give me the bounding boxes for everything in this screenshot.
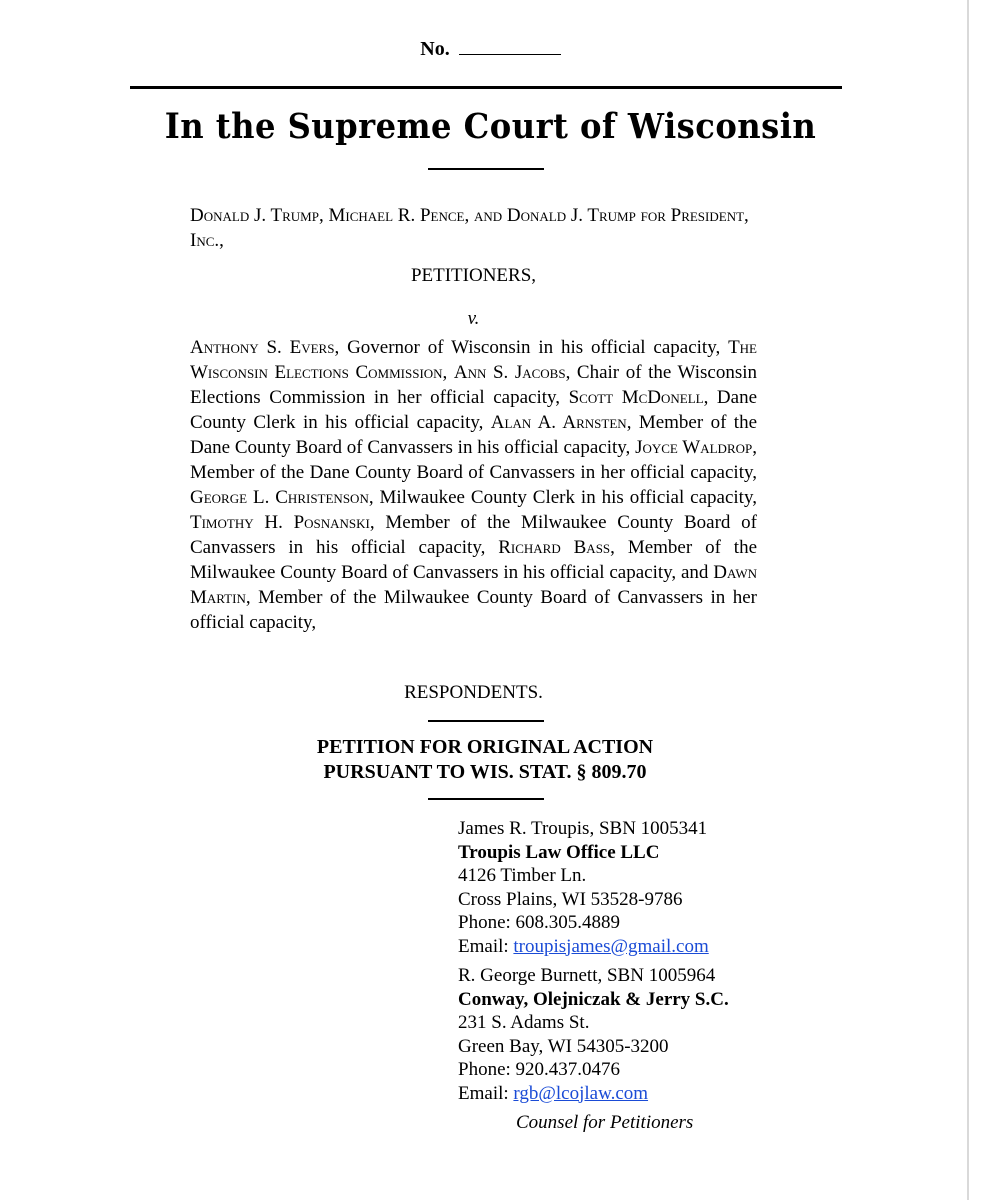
- respondent-name: Ann S. Jacobs: [453, 362, 566, 383]
- respondent-name: The Wisconsin Elections Commission: [190, 337, 757, 383]
- respondent-desc: , Member of the Milwaukee County Board of Canvassers in his official capacity, and: [190, 537, 758, 583]
- title-rule: [428, 168, 544, 170]
- respondent-name: George L. Christenson: [190, 487, 369, 508]
- court-title: In the Supreme Court of Wisconsin: [164, 106, 817, 147]
- respondent-name: Anthony S. Evers: [190, 337, 335, 358]
- petition-title: [190, 735, 780, 785]
- respondent-desc: , Dane County Clerk in his official capacity,: [190, 387, 758, 433]
- respondent-name: Timothy H. Posnanski: [190, 512, 370, 533]
- respondents-rule: [428, 720, 544, 722]
- email-label: Email:: [458, 935, 514, 957]
- docket-blank: [459, 36, 561, 55]
- docket-number: [0, 36, 981, 61]
- petition-rule: [428, 798, 544, 800]
- city-address: Cross Plains, WI 53528-9786: [458, 888, 683, 910]
- versus: v.: [467, 308, 480, 329]
- respondent-name: Dawn Martin: [190, 562, 757, 608]
- petition-title-line1: PETITION FOR ORIGINAL ACTION: [316, 736, 654, 758]
- respondent-desc: , Chair of the Wisconsin Elections Commission in her official capacity,: [190, 362, 758, 408]
- attorney-name: James R. Troupis, SBN 1005341: [458, 818, 708, 839]
- email-label: Email:: [458, 1082, 514, 1104]
- docket-label: No.: [420, 38, 450, 60]
- city-address: Green Bay, WI 54305-3200: [458, 1035, 669, 1057]
- top-rule: [130, 86, 842, 89]
- firm-name: Troupis Law Office LLC: [458, 841, 660, 863]
- email-line: [458, 935, 788, 959]
- respondent-name: Alan A. Arnsten: [490, 412, 627, 433]
- petitioners-label: PETITIONERS,: [410, 265, 537, 286]
- respondent-name: Scott McDonell: [568, 387, 704, 408]
- attorney-name: R. George Burnett, SBN 1005964: [458, 965, 716, 986]
- respondent-desc: , Member of the Dane County Board of Canvassers in his official capacity,: [190, 412, 758, 458]
- petitioners-caption: [190, 203, 757, 331]
- phone-number: Phone: 920.437.0476: [458, 1059, 621, 1080]
- counsel-block-1: [458, 817, 788, 958]
- street-address: 231 S. Adams St.: [458, 1012, 590, 1033]
- respondents-label: RESPONDENTS.: [404, 682, 543, 703]
- respondent-name: Richard Bass: [498, 537, 611, 558]
- respondent-name: Joyce Waldrop: [635, 437, 753, 458]
- email-link[interactable]: troupisjames@gmail.com: [513, 935, 709, 957]
- email-line: [458, 1082, 788, 1106]
- firm-name: Conway, Olejniczak & Jerry S.C.: [458, 988, 729, 1010]
- respondent-desc: , Member of the Milwaukee County Board of Canvassers in her official capacity,: [190, 587, 757, 633]
- respondents-list: [190, 337, 757, 633]
- respondent-desc: , Member of the Milwaukee County Board of Canvassers in his official capacity,: [190, 512, 757, 558]
- respondent-desc: , Governor of Wisconsin in his official capacity,: [334, 337, 729, 358]
- respondent-desc: , Milwaukee County Clerk in his official capacity,: [368, 487, 757, 508]
- email-link[interactable]: rgb@lcojlaw.com: [513, 1082, 649, 1104]
- respondent-desc: , Member of the Dane County Board of Canvassers in her official capacity,: [190, 437, 757, 483]
- counsel-role: Counsel for Petitioners: [516, 1112, 694, 1133]
- respondents-caption: [190, 335, 757, 635]
- respondent-desc: ,: [442, 362, 454, 383]
- counsel-block-2: [458, 964, 788, 1105]
- street-address: 4126 Timber Ln.: [458, 865, 587, 886]
- petition-title-line2: PURSUANT TO WIS. STAT. § 809.70: [323, 761, 647, 783]
- petitioners-parties: Donald J. Trump, Michael R. Pence, and Donald J. Trump for President, Inc.,: [190, 205, 749, 251]
- page-edge-line: [967, 0, 969, 1200]
- phone-number: Phone: 608.305.4889: [458, 912, 621, 933]
